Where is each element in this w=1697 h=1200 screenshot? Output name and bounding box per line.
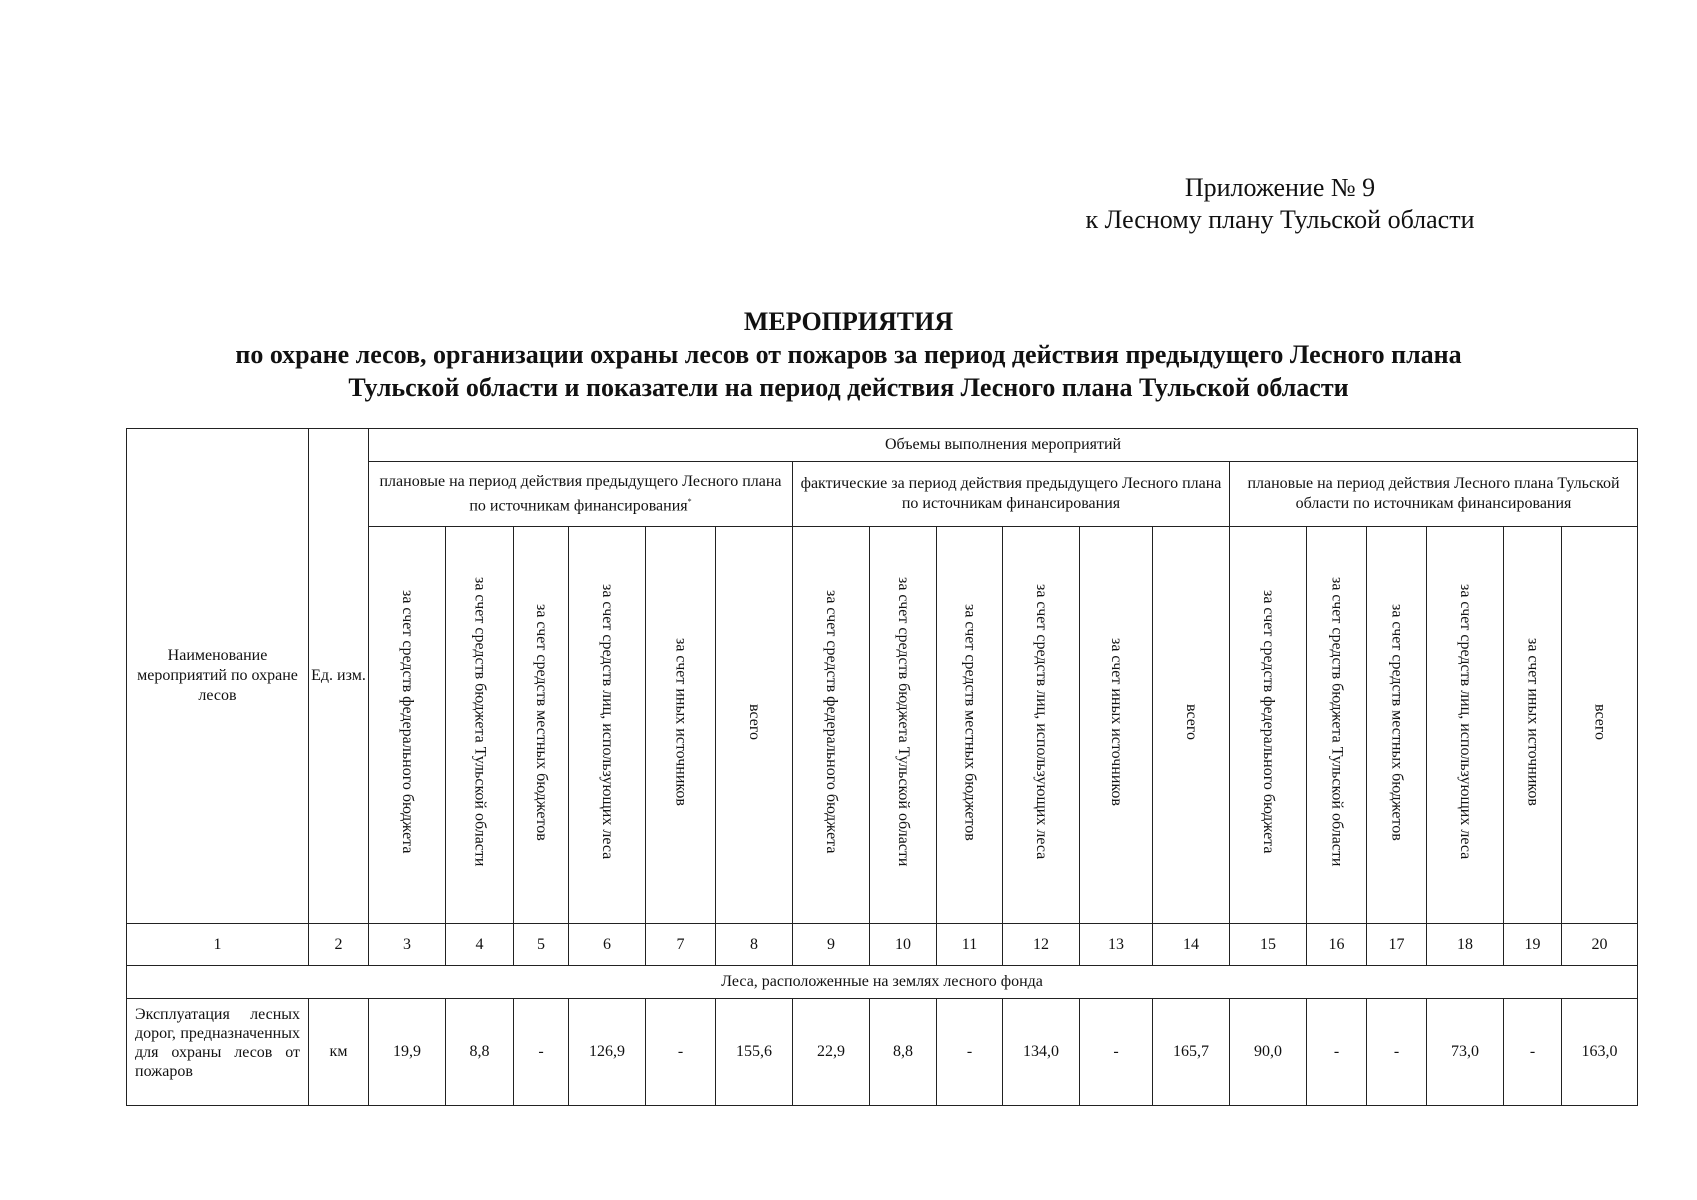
value-cell: 165,7 <box>1153 999 1230 1106</box>
subheader-cell <box>793 527 870 924</box>
subheader-cell <box>870 527 937 924</box>
subheader-cell <box>937 527 1003 924</box>
value-cell: 19,9 <box>369 999 446 1106</box>
column-number: 9 <box>793 924 870 966</box>
subheader-cell <box>1230 527 1307 924</box>
col-name-header: Наименование мероприятий по охране лесов <box>127 429 309 924</box>
subheader-cell <box>514 527 569 924</box>
column-number: 8 <box>716 924 793 966</box>
value-cell: 73,0 <box>1427 999 1504 1106</box>
subheader-cell <box>716 527 793 924</box>
subheader-label: всего <box>1183 703 1200 741</box>
subheader-label: за счет средств бюджета Тульской области <box>895 577 912 867</box>
subheader-cell <box>1367 527 1427 924</box>
subheader-label: за счет средств федерального бюджета <box>823 590 840 854</box>
subheader-label: за счет средств лиц, использующих леса <box>599 584 616 860</box>
subheader-label: за счет средств федерального бюджета <box>1260 590 1277 854</box>
value-cell: - <box>1307 999 1367 1106</box>
column-number: 6 <box>569 924 646 966</box>
value-cell: - <box>1367 999 1427 1106</box>
subheader-label: за счет иных источников <box>1108 638 1125 806</box>
subheader-label: за счет средств бюджета Тульской области <box>471 577 489 867</box>
subheader-cell <box>1153 527 1230 924</box>
footnote-mark: * <box>687 496 692 506</box>
column-number: 5 <box>514 924 569 966</box>
value-cell: - <box>937 999 1003 1106</box>
subheader-cell <box>1504 527 1562 924</box>
subheader-label: за счет средств местных бюджетов <box>961 603 979 841</box>
column-number: 20 <box>1562 924 1638 966</box>
subheader-cell <box>1562 527 1638 924</box>
value-cell: 155,6 <box>716 999 793 1106</box>
subheader-cell <box>646 527 716 924</box>
subheader-label: за счет средств бюджета Тульской области <box>1328 577 1346 867</box>
value-cell: 163,0 <box>1562 999 1638 1106</box>
group-planned-previous: плановые на период действия предыдущего Лесного плана по источникам финансирования* <box>369 462 793 527</box>
section-header: Леса, расположенные на землях лесного фонда <box>127 966 1638 999</box>
volumes-header: Объемы выполнения мероприятий <box>369 429 1638 462</box>
subheader-label: за счет средств федерального бюджета <box>399 590 416 854</box>
value-cell: 126,9 <box>569 999 646 1106</box>
group-actual-previous: фактические за период действия предыдущего Лесного плана по источникам финансирования <box>793 462 1230 527</box>
column-number: 11 <box>937 924 1003 966</box>
title-line-2: по охране лесов, организации охраны лесов от пожаров за период действия предыдущего Лесного плана <box>235 340 1462 369</box>
subheader-cell <box>1080 527 1153 924</box>
subheader-cell <box>369 527 446 924</box>
measure-unit: км <box>309 999 369 1106</box>
value-cell: - <box>1504 999 1562 1106</box>
column-number: 12 <box>1003 924 1080 966</box>
appendix-reference: к Лесному плану Тульской области <box>1085 205 1475 234</box>
value-cell: 134,0 <box>1003 999 1080 1106</box>
value-cell: 8,8 <box>446 999 514 1106</box>
value-cell: - <box>1080 999 1153 1106</box>
value-cell: 22,9 <box>793 999 870 1106</box>
subheader-cell <box>446 527 514 924</box>
value-cell: - <box>514 999 569 1106</box>
subheader-label: всего <box>746 703 763 741</box>
column-number: 17 <box>1367 924 1427 966</box>
column-number: 1 <box>127 924 309 966</box>
column-number: 14 <box>1153 924 1230 966</box>
col-unit-header: Ед. изм. <box>309 429 369 924</box>
appendix-caption <box>1040 172 1520 236</box>
value-cell: 8,8 <box>870 999 937 1106</box>
title-line-3: Тульской области и показатели на период действия Лесного плана Тульской области <box>348 373 1349 402</box>
column-number: 16 <box>1307 924 1367 966</box>
subheader-label: за счет средств местных бюджетов <box>1388 603 1406 841</box>
column-number: 18 <box>1427 924 1504 966</box>
value-cell: 90,0 <box>1230 999 1307 1106</box>
subheader-cell <box>1307 527 1367 924</box>
title-line-1: МЕРОПРИЯТИЯ <box>743 307 954 336</box>
group-planned-current: плановые на период действия Лесного плана Тульской области по источникам финансирования <box>1230 462 1638 527</box>
column-number: 19 <box>1504 924 1562 966</box>
column-number: 13 <box>1080 924 1153 966</box>
measures-table <box>126 428 1638 1106</box>
appendix-number: Приложение № 9 <box>1184 173 1376 202</box>
subheader-label: за счет средств местных бюджетов <box>533 603 550 841</box>
column-number: 15 <box>1230 924 1307 966</box>
subheader-cell <box>569 527 646 924</box>
subheader-label: за счет средств лиц, использующих леса <box>1457 584 1474 860</box>
column-number: 3 <box>369 924 446 966</box>
column-number: 4 <box>446 924 514 966</box>
subheader-cell <box>1003 527 1080 924</box>
subheader-label: за счет иных источников <box>672 638 690 806</box>
subheader-label: за счет иных источников <box>1524 638 1542 806</box>
subheader-label: за счет средств лиц, использующих леса <box>1033 584 1050 860</box>
column-number: 10 <box>870 924 937 966</box>
column-number: 7 <box>646 924 716 966</box>
measures-table-wrapper <box>126 428 1636 1106</box>
measure-name: Эксплуатация лесных дорог, предназначенных для охраны лесов от пожаров <box>127 999 309 1106</box>
subheader-cell <box>1427 527 1504 924</box>
value-cell: - <box>646 999 716 1106</box>
document-title <box>0 305 1697 404</box>
subheader-label: всего <box>1591 703 1609 741</box>
column-number: 2 <box>309 924 369 966</box>
